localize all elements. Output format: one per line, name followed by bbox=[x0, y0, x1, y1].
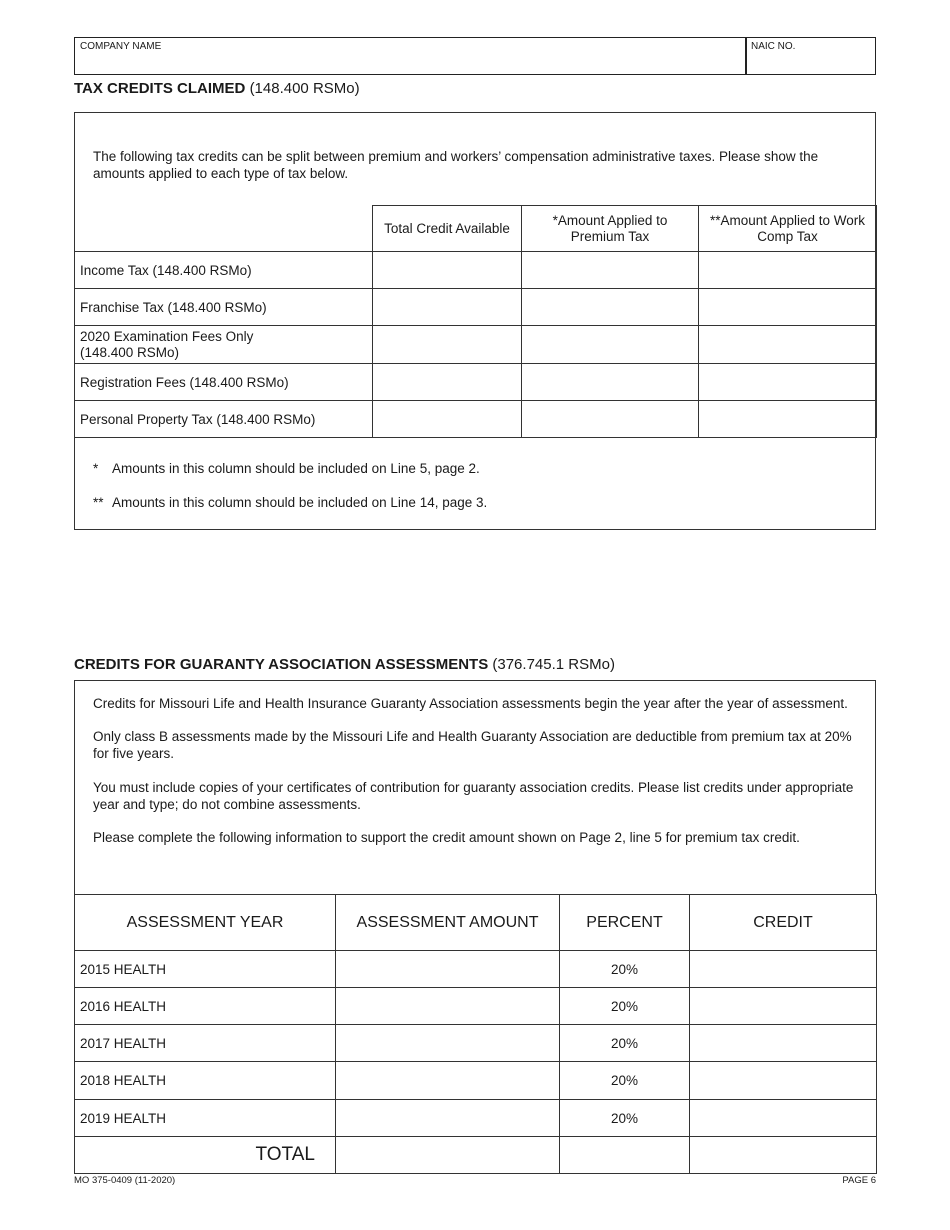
table-row bbox=[75, 1100, 877, 1137]
examination-fees-workcomp-input[interactable] bbox=[699, 326, 877, 364]
col-total-label: Total Credit Available bbox=[384, 220, 510, 236]
guaranty-title bbox=[74, 656, 615, 673]
table-row bbox=[75, 951, 877, 988]
total-label: TOTAL bbox=[75, 1137, 336, 1174]
assessment-amount-2019-input[interactable] bbox=[336, 1100, 560, 1137]
credit-2019-input[interactable] bbox=[690, 1100, 877, 1137]
naic-number-label: NAIC NO. bbox=[751, 41, 796, 52]
percent-2016: 20% bbox=[560, 988, 690, 1025]
row-label-franchise-tax: Franchise Tax (148.400 RSMo) bbox=[75, 289, 373, 326]
footnote-workcomp-mark: ** bbox=[93, 495, 104, 510]
guaranty-title-statute: (376.745.1 RSMo) bbox=[492, 656, 615, 673]
col-workcomp-label-1: **Amount Applied to Work bbox=[709, 212, 866, 228]
tax-credits-table bbox=[74, 205, 877, 438]
guaranty-paragraph-2: Only class B assessments made by the Missouri Life and Health Guaranty Association are deductible from premium tax at 20% for five years. bbox=[93, 729, 852, 761]
row-label-examination-fees-2: (148.400 RSMo) bbox=[80, 344, 180, 360]
tax-credits-title bbox=[74, 80, 360, 97]
guaranty-title-bold: CREDITS FOR GUARANTY ASSOCIATION ASSESSMENTS bbox=[74, 656, 489, 673]
total-row bbox=[75, 1137, 877, 1174]
total-assessment-amount-input[interactable] bbox=[336, 1137, 560, 1174]
assessment-year-2019: 2019 HEALTH bbox=[75, 1100, 336, 1137]
col-premium-label-2: Premium Tax bbox=[570, 228, 650, 244]
percent-2019: 20% bbox=[560, 1100, 690, 1137]
credit-2017-input[interactable] bbox=[690, 1025, 877, 1062]
row-label-registration-fees: Registration Fees (148.400 RSMo) bbox=[75, 364, 373, 401]
footnote-workcomp bbox=[93, 495, 487, 510]
form-id: MO 375-0409 (11-2020) bbox=[74, 1175, 176, 1186]
personal-property-total-input[interactable] bbox=[373, 401, 522, 438]
assessment-year-2017: 2017 HEALTH bbox=[75, 1025, 336, 1062]
percent-2018: 20% bbox=[560, 1062, 690, 1100]
table-row bbox=[75, 364, 877, 401]
footnote-workcomp-text: Amounts in this column should be included on Line 14, page 3. bbox=[112, 495, 488, 510]
assessment-amount-2018-input[interactable] bbox=[336, 1062, 560, 1100]
assessment-year-2016: 2016 HEALTH bbox=[75, 988, 336, 1025]
table-row bbox=[75, 289, 877, 326]
col-credit: CREDIT bbox=[690, 895, 877, 951]
tax-credits-intro: The following tax credits can be split between premium and workers’ compensation administrative taxes. Please show the amounts applied to each type of tax below. bbox=[93, 149, 819, 181]
percent-2015: 20% bbox=[560, 951, 690, 988]
assessment-amount-2015-input[interactable] bbox=[336, 951, 560, 988]
income-tax-workcomp-input[interactable] bbox=[699, 252, 877, 289]
tax-credits-title-statute: (148.400 RSMo) bbox=[249, 80, 360, 97]
table-row bbox=[75, 988, 877, 1025]
total-credit-input[interactable] bbox=[690, 1137, 877, 1174]
col-workcomp-label-2: Comp Tax bbox=[757, 228, 818, 244]
table-row bbox=[75, 252, 877, 289]
guaranty-paragraph-4: Please complete the following information to support the credit amount shown on Page 2, line 5 for premium tax credit. bbox=[93, 830, 800, 845]
credit-2015-input[interactable] bbox=[690, 951, 877, 988]
assessment-year-2018: 2018 HEALTH bbox=[75, 1062, 336, 1100]
row-label-examination-fees bbox=[75, 326, 373, 364]
assessment-amount-2016-input[interactable] bbox=[336, 988, 560, 1025]
credit-2018-input[interactable] bbox=[690, 1062, 877, 1100]
col-total-credit-available bbox=[373, 206, 522, 252]
company-name-label: COMPANY NAME bbox=[80, 41, 162, 52]
table-row bbox=[75, 1025, 877, 1062]
row-label-personal-property-tax: Personal Property Tax (148.400 RSMo) bbox=[75, 401, 373, 438]
examination-fees-premium-input[interactable] bbox=[522, 326, 699, 364]
table-row bbox=[75, 1062, 877, 1100]
franchise-tax-workcomp-input[interactable] bbox=[699, 289, 877, 326]
col-premium-label-1: *Amount Applied to bbox=[552, 212, 668, 228]
guaranty-paragraph-1: Credits for Missouri Life and Health Insurance Guaranty Association assessments begin the year after the year of assessment. bbox=[93, 696, 848, 711]
col-assessment-amount: ASSESSMENT AMOUNT bbox=[336, 895, 560, 951]
personal-property-premium-input[interactable] bbox=[522, 401, 699, 438]
examination-fees-total-input[interactable] bbox=[373, 326, 522, 364]
franchise-tax-total-input[interactable] bbox=[373, 289, 522, 326]
guaranty-paragraph-3: You must include copies of your certificates of contribution for guaranty association credits. Please list credits under appropriate year and type; do not combine assessments. bbox=[93, 780, 854, 812]
col-amount-applied-workcomp bbox=[699, 206, 877, 252]
registration-fees-total-input[interactable] bbox=[373, 364, 522, 401]
percent-2017: 20% bbox=[560, 1025, 690, 1062]
income-tax-premium-input[interactable] bbox=[522, 252, 699, 289]
naic-number-field[interactable] bbox=[745, 37, 876, 75]
col-assessment-year: ASSESSMENT YEAR bbox=[75, 895, 336, 951]
credit-2016-input[interactable] bbox=[690, 988, 877, 1025]
tax-credits-title-bold: TAX CREDITS CLAIMED bbox=[74, 80, 246, 97]
assessment-amount-2017-input[interactable] bbox=[336, 1025, 560, 1062]
table-row bbox=[75, 326, 877, 364]
col-amount-applied-premium bbox=[522, 206, 699, 252]
assessment-year-2015: 2015 HEALTH bbox=[75, 951, 336, 988]
page-number: PAGE 6 bbox=[842, 1175, 876, 1186]
franchise-tax-premium-input[interactable] bbox=[522, 289, 699, 326]
row-label-examination-fees-1: 2020 Examination Fees Only bbox=[80, 328, 254, 344]
total-percent-cell bbox=[560, 1137, 690, 1174]
registration-fees-premium-input[interactable] bbox=[522, 364, 699, 401]
footnote-premium-mark: * bbox=[93, 461, 99, 476]
table-row bbox=[75, 401, 877, 438]
tax-credits-corner bbox=[75, 206, 373, 252]
footnote-premium bbox=[93, 461, 480, 476]
footnote-premium-text: Amounts in this column should be included on Line 5, page 2. bbox=[112, 461, 480, 476]
guaranty-table bbox=[74, 894, 877, 1174]
registration-fees-workcomp-input[interactable] bbox=[699, 364, 877, 401]
personal-property-workcomp-input[interactable] bbox=[699, 401, 877, 438]
col-percent: PERCENT bbox=[560, 895, 690, 951]
company-name-field[interactable] bbox=[74, 37, 747, 75]
row-label-income-tax: Income Tax (148.400 RSMo) bbox=[75, 252, 373, 289]
income-tax-total-input[interactable] bbox=[373, 252, 522, 289]
